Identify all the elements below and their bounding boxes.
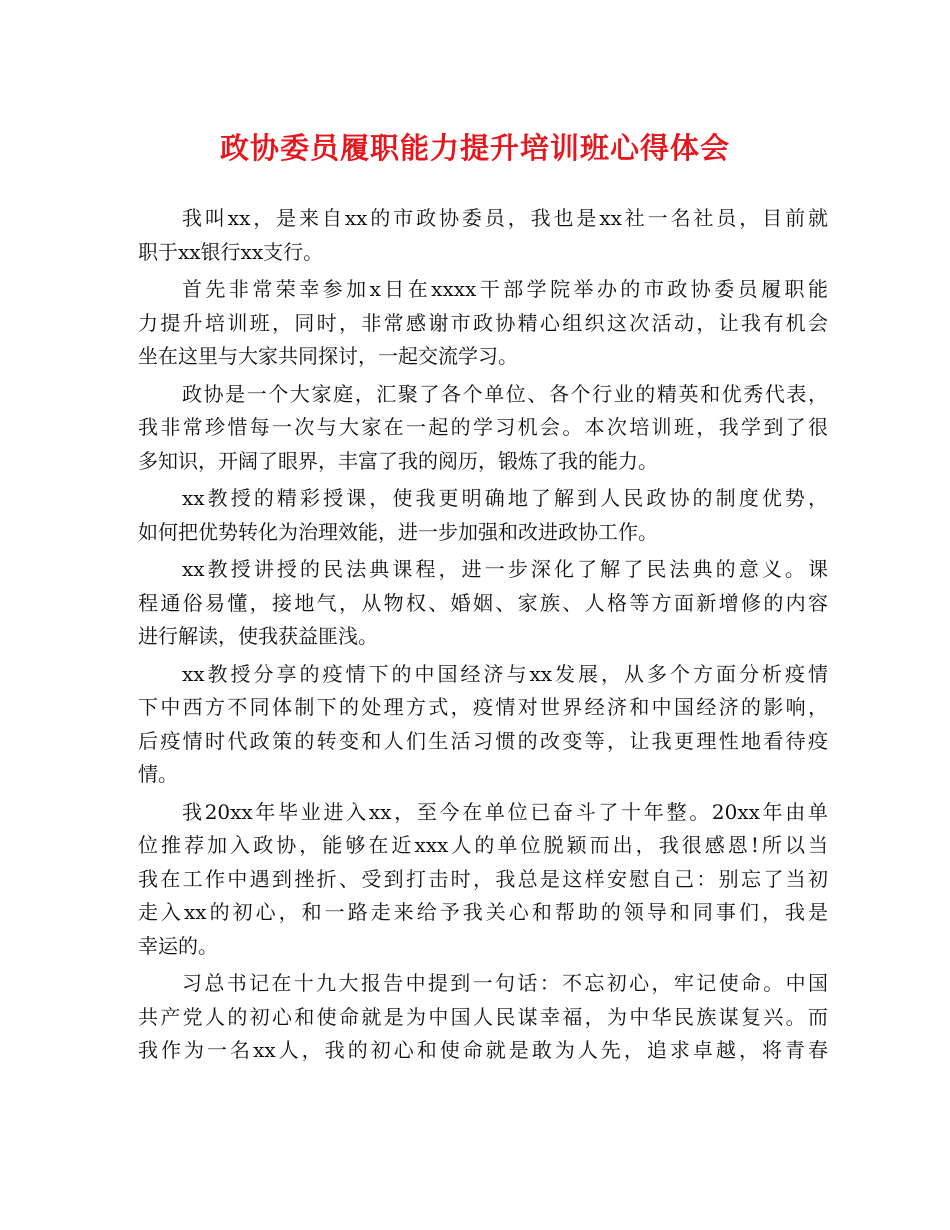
text-line: xx教授分享的疫情下的中国经济与xx发展，从多个方面分析疫情 (182, 661, 828, 686)
text-line: 我20xx年毕业进入xx，至今在单位已奋斗了十年整。20xx年由单 (182, 799, 828, 824)
text-line: 首先非常荣幸参加x日在xxxx干部学院举办的市政协委员履职能 (182, 277, 828, 301)
text-line: 我叫xx，是来自xx的市政协委员，我也是xx社一名社员，目前就 (182, 206, 828, 230)
text-line: 我作为一名xx人，我的初心和使命就是敢为人先，追求卓越，将青春 (138, 1038, 828, 1062)
text-line: 职于xx银行xx支行。 (138, 239, 324, 264)
text-line: 进行解读，使我获益匪浅。 (138, 624, 378, 648)
text-line: 后疫情时代政策的转变和人们生活习惯的改变等，让我更理性地看待疫 (138, 728, 828, 753)
paragraph (138, 482, 828, 549)
text-line: xx教授讲授的民法典课程，进一步深化了解了民法典的意义。课 (182, 557, 828, 581)
paragraph (138, 202, 828, 269)
text-line: 情。 (138, 762, 178, 786)
text-line: 位推荐加入政协，能够在近xxx人的单位脱颖而出，我很感恩!所以当 (138, 833, 828, 857)
text-line: 下中西方不同体制下的处理方式，疫情对世界经济和中国经济的影响， (138, 695, 828, 719)
text-line: 幸运的。 (138, 933, 218, 958)
text-line: 走入xx的初心，和一路走来给予我关心和帮助的领导和同事们，我是 (138, 900, 828, 924)
text-line: 我非常珍惜每一次与大家在一起的学习机会。本次培训班，我学到了很 (138, 415, 828, 439)
paragraph (138, 658, 828, 792)
text-line: 坐在这里与大家共同探讨，一起交流学习。 (138, 344, 518, 368)
text-line: 如何把优势转化为治理效能，进一步加强和改进政协工作。 (138, 519, 658, 544)
text-line: 我在工作中遇到挫折、受到打击时，我总是这样安慰自己：别忘了当初 (138, 866, 828, 891)
paragraph (138, 796, 828, 964)
paragraph (138, 378, 828, 479)
text-line: 政协是一个大家庭，汇聚了各个单位、各个行业的精英和优秀代表， (182, 381, 828, 406)
text-line: 力提升培训班，同时，非常感谢市政协精心组织这次活动，让我有机会 (138, 310, 828, 335)
text-line: 程通俗易懂，接地气，从物权、婚姻、家族、人格等方面新增修的内容 (138, 590, 828, 615)
document-title: 政协委员履职能力提升培训班心得体会 (219, 131, 730, 165)
paragraph (138, 273, 828, 374)
document-body (138, 202, 828, 1072)
text-line: 多知识，开阔了眼界，丰富了我的阅历，锻炼了我的能力。 (138, 448, 658, 473)
text-line: 习总书记在十九大报告中提到一句话：不忘初心，牢记使命。中国 (182, 971, 828, 995)
paragraph (138, 553, 828, 654)
text-line: 共产党人的初心和使命就是为中国人民谋幸福，为中华民族谋复兴。而 (138, 1004, 828, 1029)
paragraph (138, 967, 828, 1068)
text-line: xx教授的精彩授课，使我更明确地了解到人民政协的制度优势， (182, 486, 828, 510)
